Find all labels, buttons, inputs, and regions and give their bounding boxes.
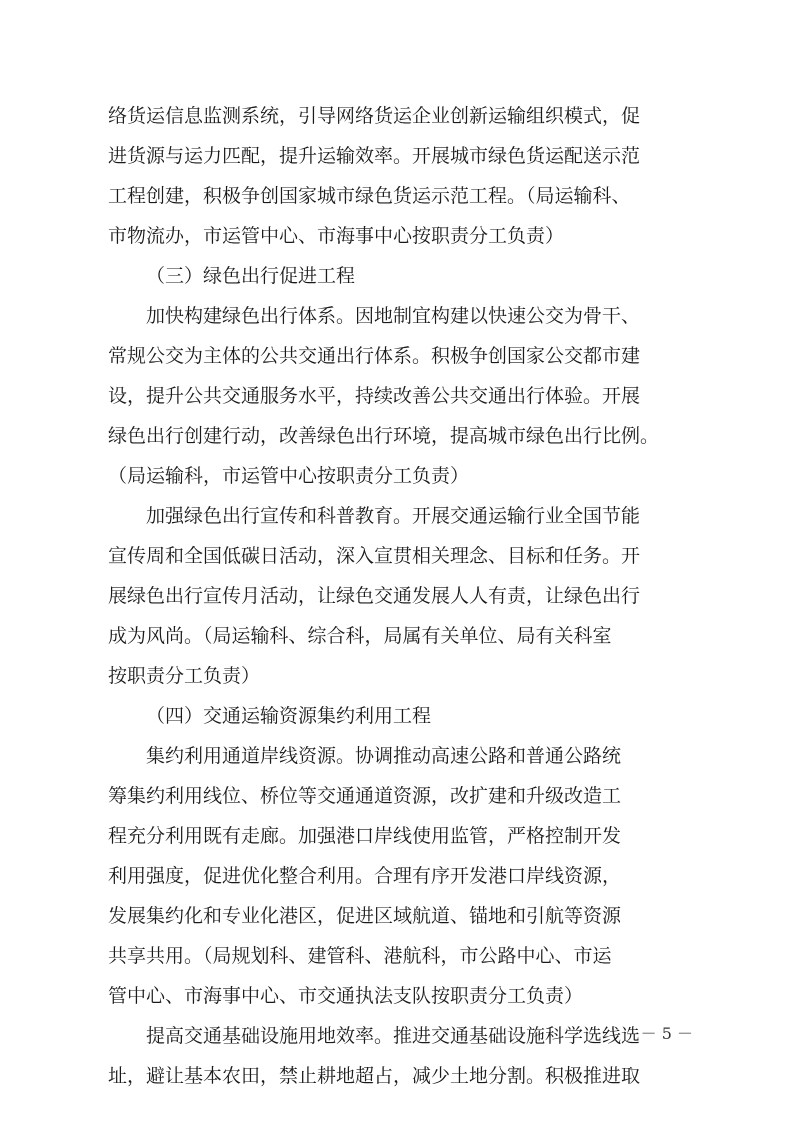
body-line-9: 绿色出行创建行动，改善绿色出行环境，提高城市绿色出行比例。 (108, 425, 660, 447)
body-line-22: 共享共用。（局规划科、建管科、港航科，市公路中心、市运 (108, 945, 612, 967)
body-line-13: 展绿色出行宣传月活动，让绿色交通发展人人有责，让绿色出行 (108, 585, 641, 607)
section-heading-4: （四）交通运输资源集约利用工程 (146, 705, 432, 727)
body-line-11: 加强绿色出行宣传和科普教育。开展交通运输行业全国节能 (146, 505, 641, 527)
body-line-1: 络货运信息监测系统，引导网络货运企业创新运输组织模式，促 (108, 105, 641, 127)
body-line-6: 加快构建绿色出行体系。因地制宜构建以快速公交为骨干、 (146, 305, 641, 327)
body-line-17: 集约利用通道岸线资源。协调推动高速公路和普通公路统 (146, 745, 622, 767)
body-line-15: 按职责分工负责） (108, 665, 261, 687)
body-line-4: 市物流办，市运管中心、市海事中心按职责分工负责） (108, 225, 565, 247)
page-number: － 5 － (640, 1024, 693, 1043)
body-line-10: （局运输科，市运管中心按职责分工负责） (108, 465, 470, 487)
section-heading-3: （三）绿色出行促进工程 (146, 265, 356, 287)
body-line-7: 常规公交为主体的公共交通出行体系。积极争创国家公交都市建 (108, 345, 641, 367)
body-line-19: 程充分利用既有走廊。加强港口岸线使用监管，严格控制开发 (108, 825, 622, 847)
body-line-3: 工程创建，积极争创国家城市绿色货运示范工程。（局运输科、 (108, 185, 631, 207)
body-line-2: 进货源与运力匹配，提升运输效率。开展城市绿色货运配送示范 (108, 145, 641, 167)
body-line-24: 提高交通基础设施用地效率。推进交通基础设施科学选线选 (146, 1025, 641, 1047)
body-line-23: 管中心、市海事中心、市交通执法支队按职责分工负责） (108, 985, 584, 1007)
body-line-14: 成为风尚。（局运输科、综合科，局属有关单位、局有关科室 (108, 625, 612, 647)
body-line-25: 址，避让基本农田，禁止耕地超占，减少土地分割。积极推进取 (108, 1065, 641, 1087)
body-line-8: 设，提升公共交通服务水平，持续改善公共交通出行体验。开展 (108, 385, 641, 407)
body-line-12: 宣传周和全国低碳日活动，深入宣贯相关理念、目标和任务。开 (108, 545, 641, 567)
body-line-20: 利用强度，促进优化整合利用。合理有序开发港口岸线资源， (108, 865, 622, 887)
body-line-18: 筹集约利用线位、桥位等交通通道资源，改扩建和升级改造工 (108, 785, 622, 807)
body-line-21: 发展集约化和专业化港区，促进区域航道、锚地和引航等资源 (108, 905, 622, 927)
